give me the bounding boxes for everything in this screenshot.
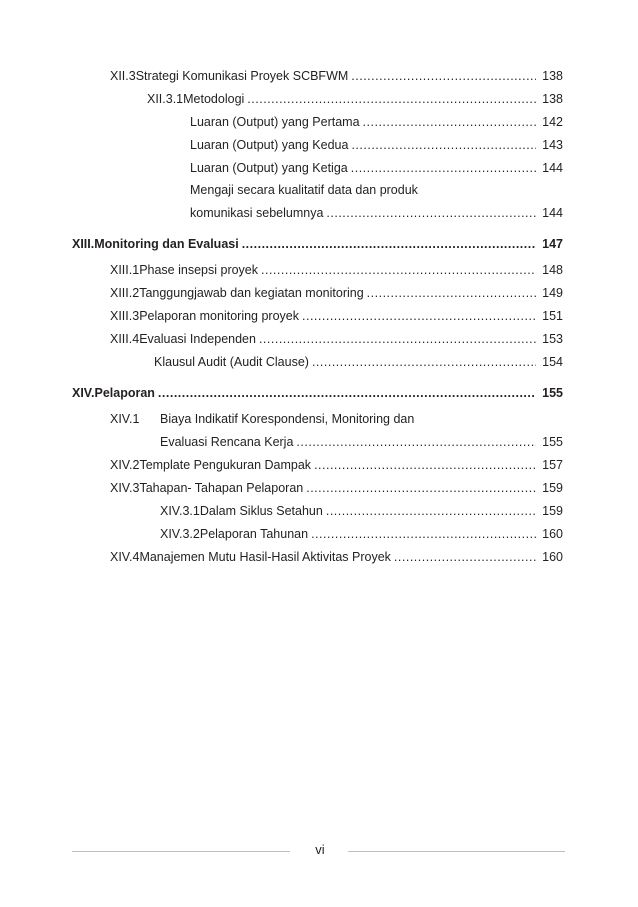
toc-entry[interactable] [190,160,563,177]
toc-entry[interactable] [147,91,563,108]
toc-entry-title: Tanggungjawab dan kegiatan monitoring [139,286,364,300]
toc-entry-page: 159 [542,481,563,495]
toc-entry-number: XIV.1 [110,412,140,426]
toc-entry-page: 159 [542,504,563,518]
toc-entry-page: 144 [542,206,563,220]
dot-leader [261,262,536,279]
dot-leader [351,68,536,85]
footer-rule-left [72,851,290,852]
toc-chapter-number: XIII. [72,237,95,251]
toc-entry-page: 155 [542,435,563,449]
toc-entry-title: Tahapan- Tahapan Pelaporan [139,481,304,495]
toc-entry-title: Evaluasi Rencana Kerja [160,435,294,449]
toc-entry[interactable] [110,549,563,566]
toc-entry-number: XIV.4 [110,550,140,564]
toc-entry-number: XIII.2 [110,286,140,300]
toc-entry[interactable] [110,262,563,279]
dot-leader [351,160,536,177]
toc-entry-page: 148 [542,263,563,277]
toc-entry-title: Mengaji secara kualitatif data dan produk [190,183,418,197]
toc-entry-number: XII.3 [110,69,136,83]
dot-leader [351,137,536,154]
dot-leader [394,549,536,566]
toc-entry-continuation [110,411,563,428]
toc-entry[interactable] [190,114,563,131]
toc-entry-title: Manajemen Mutu Hasil-Hasil Aktivitas Proyek [139,550,391,564]
toc-entry[interactable] [160,503,563,520]
toc-entry[interactable] [160,526,563,543]
dot-leader [314,457,536,474]
toc-entry-number: XIII.4 [110,332,140,346]
toc-entry-number: XII.3.1 [147,92,184,106]
toc-entry[interactable] [190,137,563,154]
toc-chapter[interactable] [72,385,563,402]
dot-leader [247,91,536,108]
toc-entry-page: 144 [542,161,563,175]
toc-entry[interactable] [110,457,563,474]
dot-leader [242,236,536,253]
toc-entry-page: 153 [542,332,563,346]
toc-chapter-title: Monitoring dan Evaluasi [94,237,239,251]
toc-entry[interactable] [110,331,563,348]
toc-entry-page: 142 [542,115,563,129]
dot-leader [363,114,536,131]
dot-leader [158,385,536,402]
toc-entry-page: 160 [542,550,563,564]
dot-leader [306,480,536,497]
toc-entry-title: Biaya Indikatif Korespondensi, Monitoring dan [160,412,415,426]
toc-entry-title: Luaran (Output) yang Ketiga [190,161,348,175]
toc-chapter-title: Pelaporan [94,386,155,400]
toc-entry-title: Luaran (Output) yang Kedua [190,138,349,152]
toc-entry-page: 149 [542,286,563,300]
page-number: vi [315,842,325,857]
toc-entry-title: Phase insepsi proyek [139,263,259,277]
toc-chapter[interactable] [72,236,563,253]
toc-entry-title: Pelaporan Tahunan [199,527,309,541]
toc-entry-title: komunikasi sebelumnya [190,206,324,220]
dot-leader [312,354,536,371]
toc-entry-title: Pelaporan monitoring proyek [139,309,300,323]
toc-entry-number: XIV.3.2 [160,527,200,541]
footer-rule-right [348,851,565,852]
dot-leader [302,308,536,325]
toc-entry-title: Metodologi [183,92,245,106]
dot-leader [367,285,536,302]
toc-entry-page: 138 [542,92,563,106]
toc-chapter-number: XIV. [72,386,95,400]
toc-entry-title: Luaran (Output) yang Pertama [190,115,360,129]
toc-entry-page: 160 [542,527,563,541]
toc-entry-page: 143 [542,138,563,152]
toc-entry[interactable] [110,285,563,302]
toc-entry-number: XIV.2 [110,458,140,472]
toc-entry-page: 138 [542,69,563,83]
toc-entry[interactable] [190,205,563,222]
toc-entry[interactable] [110,480,563,497]
toc-chapter-page: 147 [542,237,563,251]
toc-entry-title: Evaluasi Independen [139,332,256,346]
toc-entry[interactable] [154,354,563,371]
toc-entry[interactable] [110,68,563,85]
toc-entry-number: XIII.1 [110,263,140,277]
dot-leader [296,434,536,451]
dot-leader [311,526,536,543]
toc-entry-title: Klausul Audit (Audit Clause) [154,355,309,369]
dot-leader [259,331,536,348]
toc-entry-page: 154 [542,355,563,369]
toc-entry-continuation [190,182,563,199]
toc-entry-number: XIII.3 [110,309,140,323]
dot-leader [326,503,536,520]
toc-entry-page: 157 [542,458,563,472]
toc-entry[interactable] [110,308,563,325]
toc-entry-title: Template Pengukuran Dampak [139,458,312,472]
dot-leader [326,205,536,222]
toc-entry-number: XIV.3 [110,481,140,495]
toc-entry[interactable] [160,434,563,451]
toc-entry-page: 151 [542,309,563,323]
toc-entry-number: XIV.3.1 [160,504,200,518]
toc-entry-title: Strategi Komunikasi Proyek SCBFWM [135,69,349,83]
toc-chapter-page: 155 [542,386,563,400]
toc-entry-title: Dalam Siklus Setahun [199,504,323,518]
